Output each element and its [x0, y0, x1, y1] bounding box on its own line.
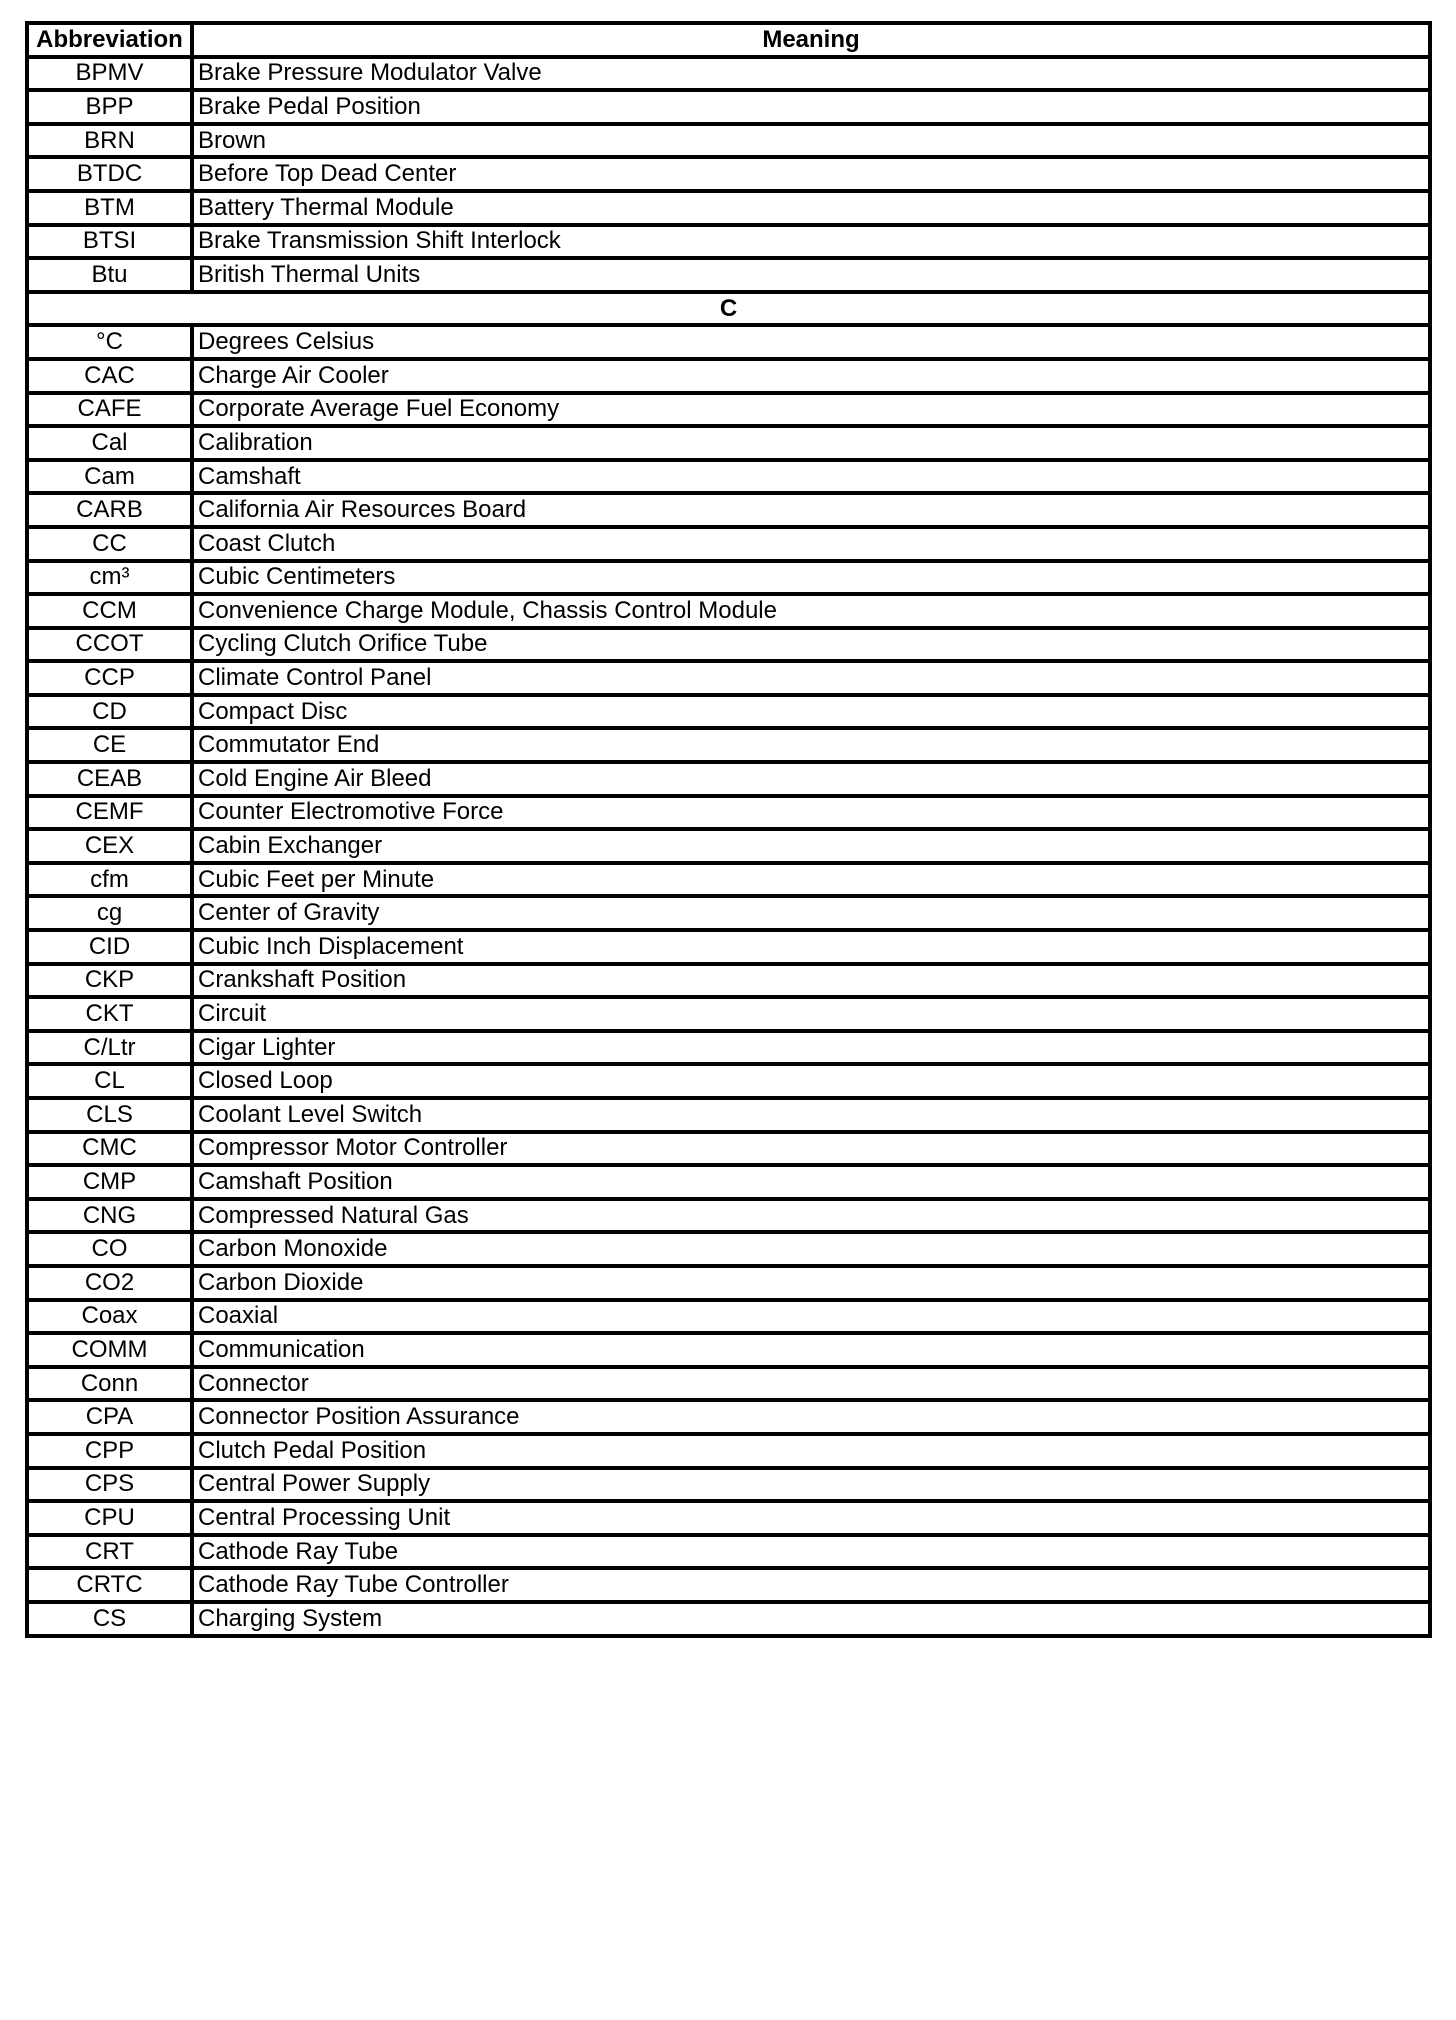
abbreviation-cell: C/Ltr [27, 1031, 192, 1065]
abbreviation-cell: CAC [27, 359, 192, 393]
abbreviation-cell: CAFE [27, 393, 192, 427]
abbreviation-cell: CKP [27, 964, 192, 998]
table-row [27, 1232, 1430, 1266]
table-row [27, 964, 1430, 998]
table-row [27, 1300, 1430, 1334]
meaning-cell: Charge Air Cooler [192, 359, 1430, 393]
table-row [27, 157, 1430, 191]
meaning-cell: Circuit [192, 997, 1430, 1031]
meaning-cell: Communication [192, 1333, 1430, 1367]
abbreviation-cell: °C [27, 325, 192, 359]
table-row [27, 1098, 1430, 1132]
abbreviation-cell: Cam [27, 460, 192, 494]
abbreviation-cell: CMC [27, 1132, 192, 1166]
meaning-cell: Cathode Ray Tube [192, 1535, 1430, 1569]
section-heading: C [27, 292, 1430, 326]
meaning-cell: Cubic Centimeters [192, 561, 1430, 595]
abbreviation-cell: CKT [27, 997, 192, 1031]
table-row [27, 225, 1430, 259]
table-row [27, 1434, 1430, 1468]
table-row [27, 1568, 1430, 1602]
table-row [27, 1535, 1430, 1569]
abbreviation-cell: BTSI [27, 225, 192, 259]
table-row [27, 1602, 1430, 1636]
meaning-cell: Closed Loop [192, 1064, 1430, 1098]
meaning-cell: Battery Thermal Module [192, 191, 1430, 225]
table-row [27, 493, 1430, 527]
abbreviation-cell: CL [27, 1064, 192, 1098]
abbreviation-cell: Btu [27, 258, 192, 292]
abbreviation-cell: COMM [27, 1333, 192, 1367]
abbreviation-cell: cg [27, 896, 192, 930]
table-row [27, 695, 1430, 729]
abbreviation-cell: CPS [27, 1468, 192, 1502]
meaning-cell: Connector [192, 1367, 1430, 1401]
table-row [27, 1468, 1430, 1502]
table-row [27, 628, 1430, 662]
table-row [27, 460, 1430, 494]
header-meaning: Meaning [192, 23, 1430, 57]
abbreviation-cell: BTM [27, 191, 192, 225]
abbreviation-cell: CNG [27, 1199, 192, 1233]
table-row [27, 762, 1430, 796]
abbreviation-cell: CMP [27, 1165, 192, 1199]
abbreviation-cell: CEMF [27, 796, 192, 830]
table-row [27, 930, 1430, 964]
abbreviation-cell: BTDC [27, 157, 192, 191]
meaning-cell: Coaxial [192, 1300, 1430, 1334]
table-row [27, 863, 1430, 897]
abbreviation-cell: CID [27, 930, 192, 964]
meaning-cell: Cabin Exchanger [192, 829, 1430, 863]
table-row [27, 1400, 1430, 1434]
meaning-cell: Compressed Natural Gas [192, 1199, 1430, 1233]
abbreviation-cell: Cal [27, 426, 192, 460]
table-row [27, 561, 1430, 595]
abbreviation-cell: Conn [27, 1367, 192, 1401]
abbreviation-cell: CCP [27, 661, 192, 695]
meaning-cell: Climate Control Panel [192, 661, 1430, 695]
meaning-cell: Cubic Inch Displacement [192, 930, 1430, 964]
abbreviation-cell: CE [27, 728, 192, 762]
meaning-cell: Cigar Lighter [192, 1031, 1430, 1065]
meaning-cell: British Thermal Units [192, 258, 1430, 292]
section-row [27, 292, 1430, 326]
abbreviation-cell: CLS [27, 1098, 192, 1132]
meaning-cell: Counter Electromotive Force [192, 796, 1430, 830]
table-row [27, 1367, 1430, 1401]
abbreviation-cell: CC [27, 527, 192, 561]
table-row [27, 90, 1430, 124]
meaning-cell: Cathode Ray Tube Controller [192, 1568, 1430, 1602]
table-row [27, 1031, 1430, 1065]
abbreviation-cell: CD [27, 695, 192, 729]
abbreviation-cell: CRT [27, 1535, 192, 1569]
meaning-cell: Compressor Motor Controller [192, 1132, 1430, 1166]
abbreviation-cell: Coax [27, 1300, 192, 1334]
meaning-cell: Convenience Charge Module, Chassis Control Module [192, 594, 1430, 628]
meaning-cell: Coolant Level Switch [192, 1098, 1430, 1132]
meaning-cell: Compact Disc [192, 695, 1430, 729]
abbreviation-cell: CRTC [27, 1568, 192, 1602]
meaning-cell: Brake Pressure Modulator Valve [192, 57, 1430, 91]
table-row [27, 1199, 1430, 1233]
table-row [27, 1501, 1430, 1535]
abbreviation-cell: CCM [27, 594, 192, 628]
meaning-cell: Coast Clutch [192, 527, 1430, 561]
meaning-cell: Brown [192, 124, 1430, 158]
abbreviation-cell: CS [27, 1602, 192, 1636]
table-row [27, 796, 1430, 830]
meaning-cell: Brake Transmission Shift Interlock [192, 225, 1430, 259]
table-row [27, 124, 1430, 158]
meaning-cell: Cycling Clutch Orifice Tube [192, 628, 1430, 662]
abbreviation-cell: CARB [27, 493, 192, 527]
meaning-cell: Calibration [192, 426, 1430, 460]
table-row [27, 1266, 1430, 1300]
meaning-cell: Camshaft Position [192, 1165, 1430, 1199]
meaning-cell: Clutch Pedal Position [192, 1434, 1430, 1468]
table-row [27, 594, 1430, 628]
table-row [27, 359, 1430, 393]
meaning-cell: Camshaft [192, 460, 1430, 494]
meaning-cell: Cubic Feet per Minute [192, 863, 1430, 897]
meaning-cell: Carbon Dioxide [192, 1266, 1430, 1300]
meaning-cell: Degrees Celsius [192, 325, 1430, 359]
table-row [27, 325, 1430, 359]
table-row [27, 426, 1430, 460]
meaning-cell: California Air Resources Board [192, 493, 1430, 527]
meaning-cell: Cold Engine Air Bleed [192, 762, 1430, 796]
meaning-cell: Carbon Monoxide [192, 1232, 1430, 1266]
meaning-cell: Commutator End [192, 728, 1430, 762]
table-row [27, 1064, 1430, 1098]
table-row [27, 527, 1430, 561]
abbreviation-cell: CEAB [27, 762, 192, 796]
header-abbreviation: Abbreviation [27, 23, 192, 57]
abbreviation-cell: CO2 [27, 1266, 192, 1300]
abbreviation-cell: cm³ [27, 561, 192, 595]
meaning-cell: Central Power Supply [192, 1468, 1430, 1502]
abbreviation-cell: BPMV [27, 57, 192, 91]
meaning-cell: Brake Pedal Position [192, 90, 1430, 124]
abbreviation-cell: CPP [27, 1434, 192, 1468]
table-row [27, 829, 1430, 863]
abbreviation-cell: CEX [27, 829, 192, 863]
table-row [27, 728, 1430, 762]
abbreviation-cell: BRN [27, 124, 192, 158]
table-row [27, 1333, 1430, 1367]
meaning-cell: Crankshaft Position [192, 964, 1430, 998]
abbreviation-table [25, 21, 1432, 1638]
abbreviation-cell: CPA [27, 1400, 192, 1434]
abbreviation-cell: CCOT [27, 628, 192, 662]
table-row [27, 1132, 1430, 1166]
table-row [27, 258, 1430, 292]
meaning-cell: Before Top Dead Center [192, 157, 1430, 191]
meaning-cell: Charging System [192, 1602, 1430, 1636]
table-header-row [27, 23, 1430, 57]
meaning-cell: Connector Position Assurance [192, 1400, 1430, 1434]
table-row [27, 997, 1430, 1031]
table-row [27, 1165, 1430, 1199]
table-row [27, 896, 1430, 930]
meaning-cell: Corporate Average Fuel Economy [192, 393, 1430, 427]
table-row [27, 393, 1430, 427]
abbreviation-cell: CPU [27, 1501, 192, 1535]
table-row [27, 661, 1430, 695]
abbreviation-cell: cfm [27, 863, 192, 897]
meaning-cell: Central Processing Unit [192, 1501, 1430, 1535]
table-row [27, 191, 1430, 225]
meaning-cell: Center of Gravity [192, 896, 1430, 930]
abbreviation-cell: CO [27, 1232, 192, 1266]
table-row [27, 57, 1430, 91]
table-body [27, 57, 1430, 1636]
abbreviation-cell: BPP [27, 90, 192, 124]
